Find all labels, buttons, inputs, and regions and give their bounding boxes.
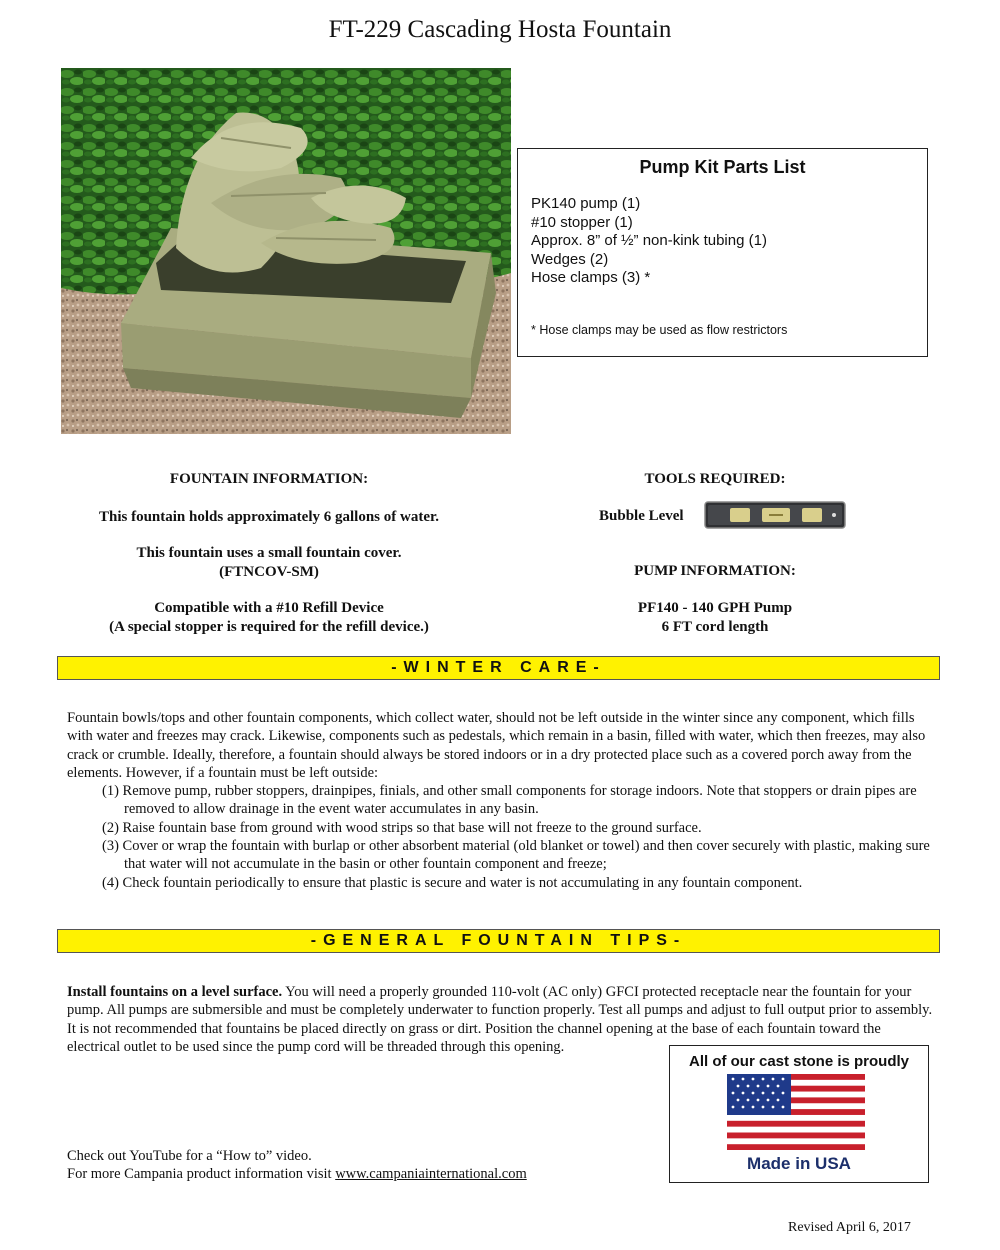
made-in-usa-badge <box>669 1045 929 1183</box>
fountain-cover-line2: (FTNCOV-SM) <box>219 564 319 580</box>
more-info-text: For more Campania product information visit <box>67 1166 332 1182</box>
general-tips-body: You will need a properly grounded 110-volt (AC only) GFCI protected receptacle near the fountain for your pump. All pumps are submersible and must be completely underwater to function properly. Test all pumps and adjust to full output prior to assembly. It is not recommended that fountains be placed directly on grass or dirt. Position the channel opening at the base of each fountain toward the electrical outlet to be used since the pump cord will be threaded through this opening. <box>67 984 933 1055</box>
winter-care-step: (2) Raise fountain base from ground with wood strips so that base will not freeze to the ground surface. <box>102 819 702 836</box>
fountain-refill-line1: Compatible with a #10 Refill Device <box>154 600 384 616</box>
pump-kit-item: Wedges (2) <box>531 250 609 268</box>
winter-care-section <box>67 709 937 892</box>
tools-heading: TOOLS REQUIRED: <box>644 471 786 487</box>
usa-badge-bottom-text: Made in USA <box>747 1154 851 1173</box>
pump-info-heading: PUMP INFORMATION: <box>634 563 796 579</box>
winter-care-intro: Fountain bowls/tops and other fountain components, which collect water, should not be left outside in the winter since any component, which fills with water and freezes may crack. Likewise, components such as pedestals, which remain in a basin, filled with water, which then freezes, may also crack or crumble. Ideally, therefore, a fountain should always be stored indoors or in a dry protected place such as a covered porch away from the elements. However, if a fountain must be left outside: <box>67 710 926 781</box>
pump-info-line1: PF140 - 140 GPH Pump <box>637 600 793 616</box>
tool-bubble-level-label: Bubble Level <box>599 508 684 524</box>
pump-kit-list <box>531 195 767 288</box>
bubble-level-icon <box>704 500 846 530</box>
pump-kit-heading: Pump Kit Parts List <box>639 157 806 177</box>
fountain-cover-line1: This fountain uses a small fountain cover. <box>136 545 402 561</box>
fountain-info-heading: FOUNTAIN INFORMATION: <box>169 471 369 487</box>
winter-care-step: (4) Check fountain periodically to ensure that plastic is secure and water is not accumulating in any fountain component. <box>102 874 803 891</box>
pump-kit-parts-box <box>517 148 928 357</box>
us-flag-icon <box>727 1074 865 1150</box>
fountain-refill-line2: (A special stopper is required for the refill device.) <box>109 619 429 635</box>
pump-kit-item: Approx. 8” of ½” non-kink tubing (1) <box>531 232 767 249</box>
pump-kit-item: #10 stopper (1) <box>531 213 633 231</box>
revised-date: Revised April 6, 2017 <box>788 1220 911 1235</box>
youtube-note: Check out YouTube for a “How to” video. <box>67 1148 312 1164</box>
pump-kit-item: PK140 pump (1) <box>531 195 641 212</box>
pump-kit-item: Hose clamps (3) * <box>531 269 651 286</box>
campania-website-link[interactable]: www.campaniainternational.com <box>335 1166 527 1182</box>
winter-care-step: (1) Remove pump, rubber stoppers, drainpipes, finials, and other small components for storage indoors. Note that stoppers or drain pipes are removed to allow drainage in the event water accumulates in any basin. <box>102 783 917 818</box>
more-info-line <box>67 1166 527 1183</box>
general-tips-banner: -GENERAL FOUNTAIN TIPS- <box>57 929 940 953</box>
pump-info-line2: 6 FT cord length <box>661 619 769 635</box>
product-photo <box>61 68 511 434</box>
winter-care-banner: -WINTER CARE- <box>57 656 940 680</box>
page-title: FT-229 Cascading Hosta Fountain <box>328 16 672 43</box>
general-tips-lead: Install fountains on a level surface. <box>67 984 283 1000</box>
fountain-capacity: This fountain holds approximately 6 gallons of water. <box>98 509 440 525</box>
winter-care-step: (3) Cover or wrap the fountain with burlap or other absorbent material (old blanket or towel) and then cover securely with plastic, making sure that water will not accumulate in the basin or other fountain component and freeze; <box>102 838 930 873</box>
usa-badge-top-text: All of our cast stone is proudly <box>688 1053 910 1070</box>
pump-kit-note: * Hose clamps may be used as flow restrictors <box>531 323 788 337</box>
